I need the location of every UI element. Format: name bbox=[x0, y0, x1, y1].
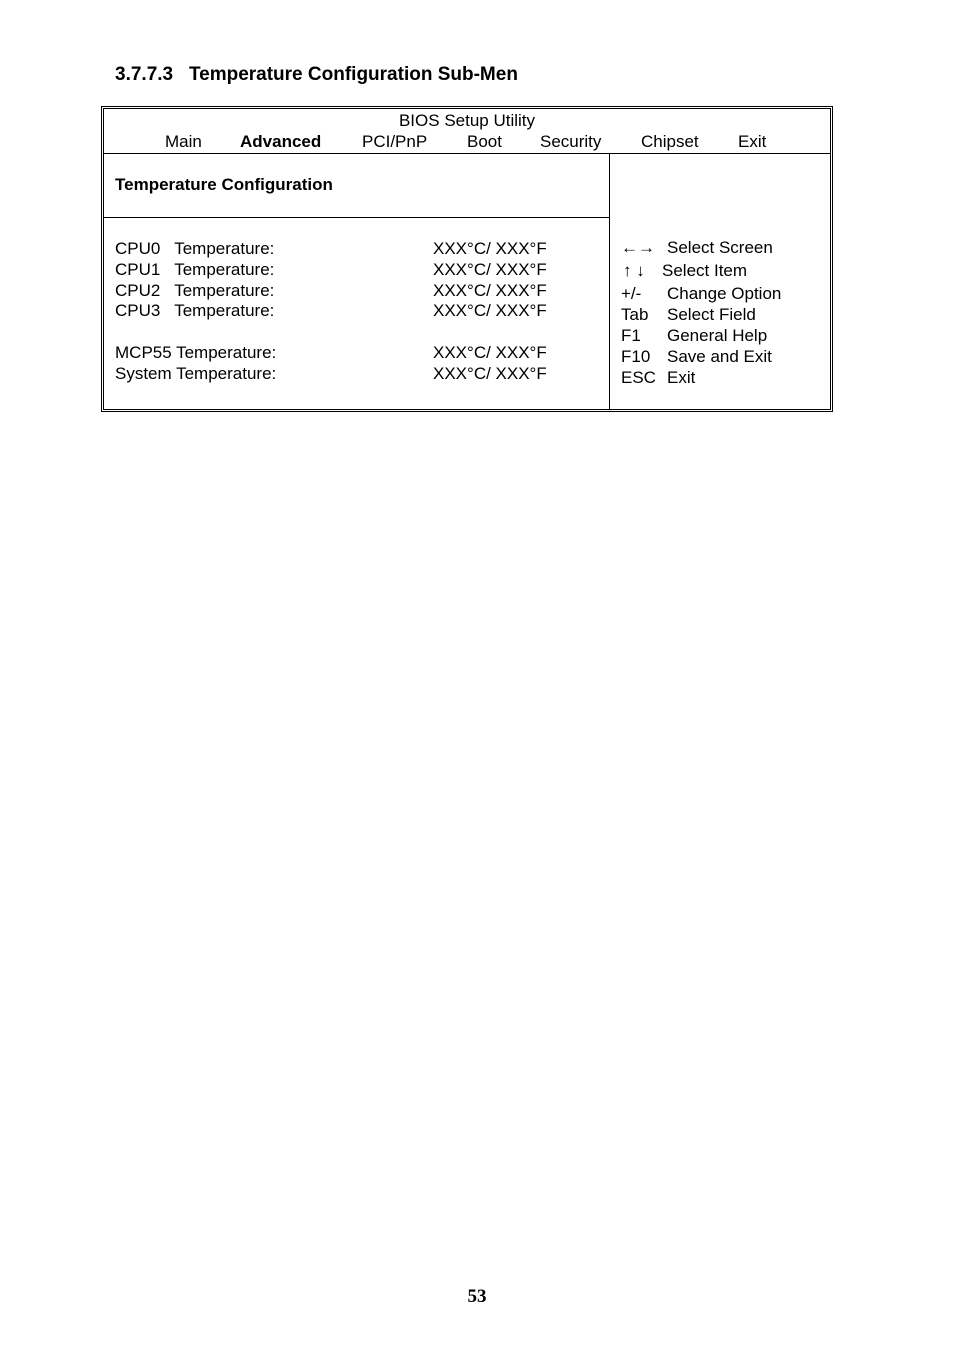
help-select-field: Select Field bbox=[667, 305, 756, 324]
section-heading: 3.7.7.3 Temperature Configuration Sub-Men bbox=[115, 64, 518, 85]
cpu1-temperature-label: CPU1 Temperature: bbox=[115, 260, 275, 279]
system-temperature-value: XXX°C/ XXX°F bbox=[433, 364, 547, 383]
bios-title: BIOS Setup Utility bbox=[398, 111, 536, 130]
cpu2-temperature-value: XXX°C/ XXX°F bbox=[433, 281, 547, 300]
help-key-esc: ESC bbox=[621, 368, 656, 387]
help-save-and-exit: Save and Exit bbox=[667, 347, 772, 366]
help-key-f10: F10 bbox=[621, 347, 651, 366]
menu-tab-advanced[interactable]: Advanced bbox=[240, 132, 322, 151]
cpu0-temperature-label: CPU0 Temperature: bbox=[115, 239, 275, 258]
cpu2-temperature-label: CPU2 Temperature: bbox=[115, 281, 275, 300]
help-key-tab: Tab bbox=[621, 305, 649, 324]
panel-title: Temperature Configuration bbox=[115, 175, 333, 194]
cpu0-temperature-value: XXX°C/ XXX°F bbox=[433, 239, 547, 258]
menu-divider bbox=[104, 153, 830, 154]
menu-tab-boot[interactable]: Boot bbox=[467, 132, 502, 151]
help-general-help: General Help bbox=[667, 326, 768, 345]
help-select-screen: Select Screen bbox=[667, 238, 773, 257]
up-down-arrow-icon: ↑ ↓ bbox=[623, 261, 645, 280]
cpu3-temperature-value: XXX°C/ XXX°F bbox=[433, 301, 547, 320]
mcp55-temperature-label: MCP55 Temperature: bbox=[115, 343, 277, 362]
cpu3-temperature-label: CPU3 Temperature: bbox=[115, 301, 275, 320]
help-key-f1: F1 bbox=[621, 326, 641, 345]
help-change-option: Change Option bbox=[667, 284, 782, 303]
menu-tab-pcipnp[interactable]: PCI/PnP bbox=[362, 132, 428, 151]
system-temperature-label: System Temperature: bbox=[115, 364, 277, 383]
page-number: 53 bbox=[467, 1286, 487, 1307]
cpu1-temperature-value: XXX°C/ XXX°F bbox=[433, 260, 547, 279]
mcp55-temperature-value: XXX°C/ XXX°F bbox=[433, 343, 547, 362]
menu-tab-security[interactable]: Security bbox=[540, 132, 602, 151]
menu-tab-chipset[interactable]: Chipset bbox=[641, 132, 699, 151]
help-key-plus-minus: +/- bbox=[621, 284, 642, 303]
menu-tab-exit[interactable]: Exit bbox=[738, 132, 767, 151]
left-right-arrow-icon: ←→ bbox=[621, 238, 655, 257]
menu-tab-main[interactable]: Main bbox=[165, 132, 202, 151]
bios-setup-window bbox=[101, 106, 833, 412]
panel-title-divider bbox=[104, 217, 609, 218]
help-select-item: Select Item bbox=[662, 261, 748, 280]
help-exit: Exit bbox=[667, 368, 696, 387]
help-panel-divider bbox=[609, 153, 610, 409]
